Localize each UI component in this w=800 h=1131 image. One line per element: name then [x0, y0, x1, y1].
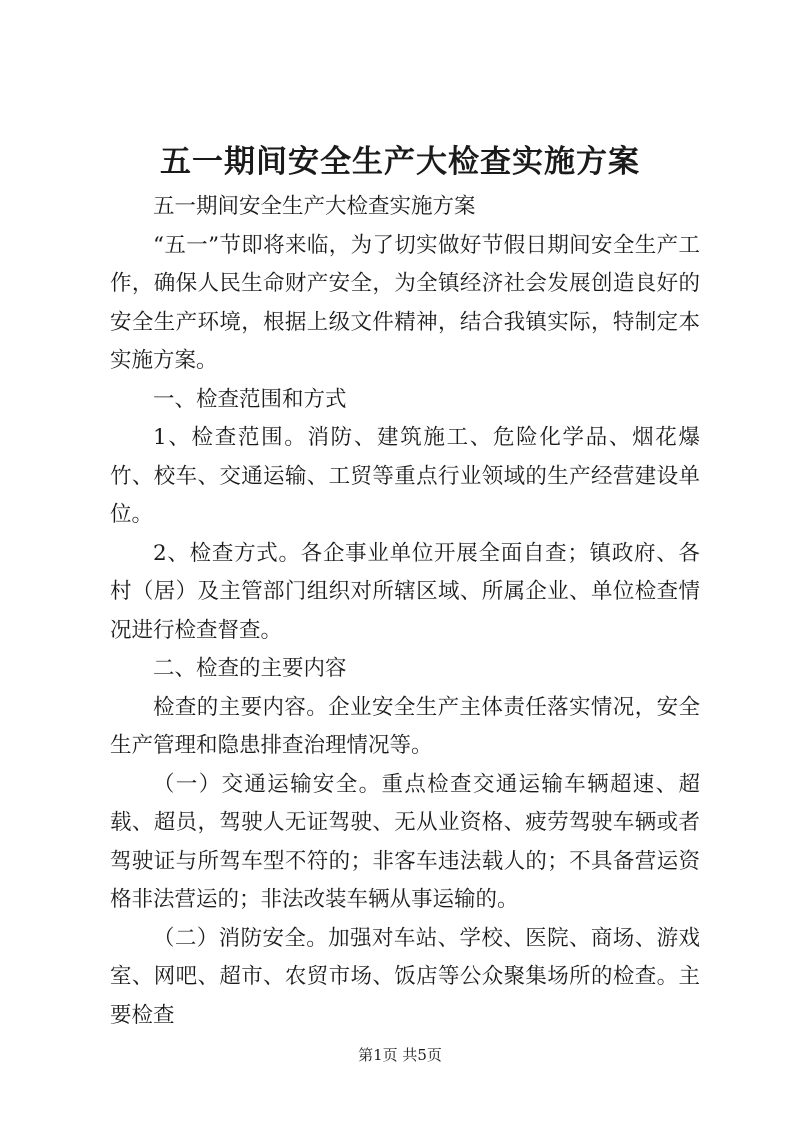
paragraph-main-content: 检查的主要内容。企业安全生产主体责任落实情况，安全生产管理和隐患排查治理情况等。: [110, 694, 700, 758]
paragraph-fire-safety: （二）消防安全。加强对车站、学校、医院、商场、游戏室、网吧、超市、农贸市场、饭店等公众聚集场所的检查。主要检查: [110, 925, 700, 1028]
section-heading-2: 二、检查的主要内容: [153, 656, 347, 681]
document-title: 五一期间安全生产大检查实施方案: [160, 144, 640, 180]
paragraph-subtitle: 五一期间安全生产大检查实施方案: [153, 194, 476, 219]
paragraph-traffic-safety: （一）交通运输安全。重点检查交通运输车辆超速、超载、超员，驾驶人无证驾驶、无从业资格、疲劳驾驶车辆或者驾驶证与所驾车型不符的；非客车违法载人的；不具备营运资格非法营运的；非法改装车辆从事运输的。: [110, 771, 700, 912]
paragraph-scope: 1、检查范围。消防、建筑施工、危险化学品、烟花爆竹、校车、交通运输、工贸等重点行业领域的生产经营建设单位。: [110, 425, 700, 527]
paragraph-method: 2、检查方式。各企事业单位开展全面自查；镇政府、各村（居）及主管部门组织对所辖区域、所属企业、单位检查情况进行检查督查。: [110, 540, 700, 643]
paragraph-intro: “五一”节即将来临，为了切实做好节假日期间安全生产工作，确保人民生命财产安全，为全镇经济社会发展创造良好的安全生产环境，根据上级文件精神，结合我镇实际，特制定本实施方案。: [110, 232, 700, 373]
document-body: [110, 188, 700, 1035]
page-footer: 第1页 共5页: [358, 1046, 442, 1064]
section-heading-1: 一、检查范围和方式: [153, 386, 347, 412]
